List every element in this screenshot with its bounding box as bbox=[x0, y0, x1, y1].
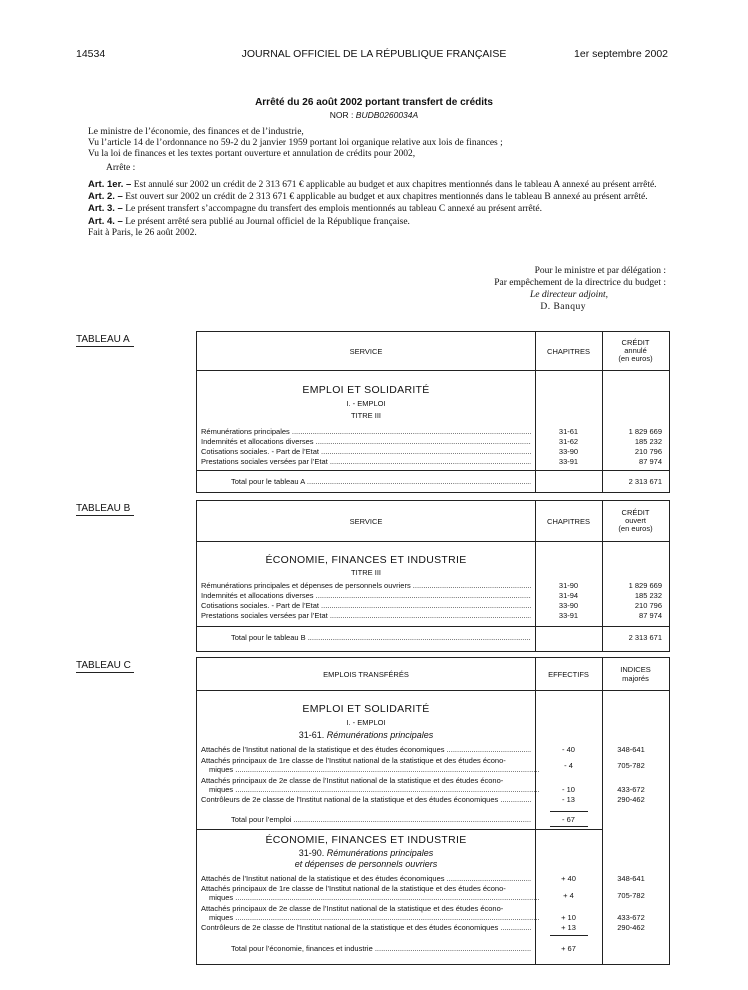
row-value: 210 796 bbox=[634, 447, 662, 456]
total-row bbox=[231, 477, 531, 486]
table-row bbox=[201, 874, 531, 884]
chapter-title-2: et dépenses de personnels ouvriers bbox=[294, 859, 438, 869]
col-credit-line: ouvert bbox=[625, 516, 646, 525]
col-credit-line: (en euros) bbox=[618, 524, 653, 533]
row-effectif: + 13 bbox=[561, 923, 576, 932]
table-row-cont bbox=[201, 785, 539, 795]
article-label: Art. 4. – bbox=[88, 215, 123, 227]
section-title: ÉCONOMIE, FINANCES ET INDUSTRIE bbox=[265, 554, 467, 566]
total-label: Total pour le tableau B ..... bbox=[231, 633, 531, 642]
total-label: Total pour l’économie, finances et industrie ..... bbox=[231, 944, 531, 953]
table-row bbox=[201, 457, 531, 467]
titre-label: TITRE III bbox=[351, 411, 381, 420]
row-indice: 705-782 bbox=[617, 891, 645, 900]
issue-date: 1er septembre 2002 bbox=[574, 48, 668, 60]
tableau-c-label: TABLEAU C bbox=[76, 660, 134, 673]
row-label: Attachés principaux de 1re classe de l’Institut national de la statistique et des études écono- bbox=[201, 756, 506, 765]
subsection-title: I. - EMPLOI bbox=[346, 399, 386, 408]
nor-label: NOR : bbox=[329, 110, 354, 120]
row-value: 1 829 669 bbox=[628, 427, 662, 436]
fait-line: Fait à Paris, le 26 août 2002. bbox=[88, 227, 197, 238]
row-indice: 290-462 bbox=[617, 923, 645, 932]
row-value: 1 829 669 bbox=[628, 581, 662, 590]
row-value: 87 974 bbox=[639, 457, 662, 466]
row-chapitre: 33-91 bbox=[558, 611, 579, 620]
article-text: Est annulé sur 2002 un crédit de 2 313 671 € applicable au budget et aux chapitres mentionnés dans le tableau A annexé au présent arrêté. bbox=[133, 180, 657, 190]
row-indice: 705-782 bbox=[617, 761, 645, 770]
arrete-line: Arrête : bbox=[106, 162, 136, 173]
subsection-title: I. - EMPLOI bbox=[346, 718, 386, 727]
row-value: 210 796 bbox=[634, 601, 662, 610]
row-chapitre: 31-62 bbox=[558, 437, 579, 446]
article-2 bbox=[88, 191, 668, 203]
table-row-cont bbox=[201, 913, 539, 923]
row-effectif: + 40 bbox=[561, 874, 576, 883]
col-chapitres: CHAPITRES bbox=[547, 347, 590, 356]
total-label: Total pour l’emploi ..... bbox=[231, 815, 531, 824]
signature-block bbox=[494, 265, 666, 313]
row-label: Cotisations sociales. - Part de l’Etat ..... bbox=[201, 447, 531, 456]
row-chapitre: 33-91 bbox=[558, 457, 579, 466]
row-effectif: - 4 bbox=[564, 761, 573, 770]
row-label: Attachés de l’Institut national de la statistique et des études économiques ..... bbox=[201, 874, 531, 883]
col-credit bbox=[602, 339, 669, 363]
row-effectif: - 13 bbox=[562, 795, 575, 804]
row-chapitre: 33-90 bbox=[558, 601, 579, 610]
col-credit-line: CRÉDIT bbox=[621, 508, 650, 517]
section-title: ÉCONOMIE, FINANCES ET INDUSTRIE bbox=[265, 834, 467, 846]
total-row bbox=[231, 815, 531, 824]
chapter-heading bbox=[197, 730, 535, 740]
col-emplois: EMPLOIS TRANSFÉRÉS bbox=[323, 670, 409, 679]
tableau-a-label: TABLEAU A bbox=[76, 334, 134, 347]
article-text: Est ouvert sur 2002 un crédit de 2 313 671 € applicable au budget et aux chapitres mentionnés dans le tableau B annexé au présent arrêté. bbox=[125, 192, 648, 203]
signatory-name: D. Banquy bbox=[540, 302, 586, 312]
row-effectif: + 4 bbox=[563, 891, 574, 900]
col-indices-line: majorés bbox=[622, 674, 649, 683]
table-row bbox=[201, 437, 531, 447]
tableau-b bbox=[196, 500, 670, 652]
article-text: Le présent arrêté sera publié au Journal officiel de la République française. bbox=[125, 216, 410, 227]
nor-reference bbox=[0, 110, 748, 120]
row-label-cont: miques ..... bbox=[209, 893, 539, 902]
table-row bbox=[201, 447, 531, 457]
row-label: Attachés principaux de 2e classe de l’Institut national de la statistique et des études écono- bbox=[201, 904, 504, 913]
page-number: 14534 bbox=[76, 48, 106, 60]
row-label-cont: miques ..... bbox=[209, 765, 539, 774]
table-row bbox=[201, 601, 531, 611]
total-value: + 67 bbox=[561, 944, 576, 953]
row-effectif: + 10 bbox=[561, 913, 576, 922]
row-indice: 433-672 bbox=[617, 785, 645, 794]
chapter-number: 31-90. bbox=[298, 848, 325, 858]
table-row bbox=[201, 581, 531, 591]
row-indice: 348-641 bbox=[617, 874, 645, 883]
col-service: SERVICE bbox=[349, 347, 383, 356]
tableau-b-label: TABLEAU B bbox=[76, 503, 134, 516]
col-indices-line: INDICES bbox=[620, 665, 651, 674]
col-credit-line: (en euros) bbox=[618, 354, 653, 363]
article-4 bbox=[88, 216, 668, 228]
section-title: EMPLOI ET SOLIDARITÉ bbox=[302, 703, 430, 715]
row-effectif: - 40 bbox=[562, 745, 575, 754]
signature-line: Par empêchement de la directrice du budget : bbox=[494, 278, 666, 288]
article-1 bbox=[88, 179, 668, 191]
row-label: Rémunérations principales ..... bbox=[201, 427, 531, 436]
row-chapitre: 31-94 bbox=[558, 591, 579, 600]
row-label-cont: miques ..... bbox=[209, 913, 539, 922]
table-row bbox=[201, 923, 531, 933]
article-label: Art. 3. – bbox=[88, 203, 123, 215]
col-chapitres: CHAPITRES bbox=[547, 517, 590, 526]
row-label: Indemnités et allocations diverses ..... bbox=[201, 437, 531, 446]
row-effectif: - 10 bbox=[562, 785, 575, 794]
total-label: Total pour le tableau A ..... bbox=[231, 477, 531, 486]
row-label-cont: miques ..... bbox=[209, 785, 539, 794]
row-chapitre: 31-90 bbox=[558, 581, 579, 590]
table-row bbox=[201, 795, 531, 805]
row-value: 185 232 bbox=[634, 591, 662, 600]
row-label: Attachés principaux de 2e classe de l’Institut national de la statistique et des études écono- bbox=[201, 776, 504, 785]
row-label: Cotisations sociales. - Part de l’Etat ..... bbox=[201, 601, 531, 610]
row-indice: 348-641 bbox=[617, 745, 645, 754]
row-indice: 290-462 bbox=[617, 795, 645, 804]
article-label: Art. 2. – bbox=[88, 191, 123, 203]
row-label: Contrôleurs de 2e classe de l’Institut national de la statistique et des études économiques ..... bbox=[201, 923, 531, 932]
signature-title: Le directeur adjoint, bbox=[529, 290, 608, 300]
article-text: Le présent transfert s’accompagne du transfert des emplois mentionnés au tableau C annexé au présent arrêté. bbox=[125, 204, 543, 215]
row-label: Contrôleurs de 2e classe de l’Institut national de la statistique et des études économiques ..... bbox=[201, 795, 531, 804]
table-row-cont bbox=[201, 765, 539, 775]
journal-title: JOURNAL OFFICIEL DE LA RÉPUBLIQUE FRANÇAISE bbox=[241, 48, 507, 60]
table-row bbox=[201, 427, 531, 437]
total-value: 2 313 671 bbox=[628, 477, 662, 486]
article-label: Art. 1er. – bbox=[88, 179, 132, 190]
row-chapitre: 31-61 bbox=[558, 427, 579, 436]
row-label: Prestations sociales versées par l’Etat ..... bbox=[201, 611, 531, 620]
decree-title: Arrêté du 26 août 2002 portant transfert de crédits bbox=[255, 97, 493, 108]
chapter-heading bbox=[197, 848, 535, 858]
total-row bbox=[231, 633, 531, 642]
nor-code: BUDB0260034A bbox=[355, 110, 419, 120]
signature-line: Pour le ministre et par délégation : bbox=[534, 266, 666, 276]
row-value: 185 232 bbox=[634, 437, 662, 446]
row-label: Indemnités et allocations diverses ..... bbox=[201, 591, 531, 600]
row-value: 87 974 bbox=[639, 611, 662, 620]
row-chapitre: 33-90 bbox=[558, 447, 579, 456]
chapter-number: 31-61. bbox=[298, 730, 325, 740]
preamble-line: Vu la loi de finances et les textes portant ouverture et annulation de crédits pour 2002, bbox=[88, 149, 416, 160]
col-effectifs: EFFECTIFS bbox=[548, 670, 589, 679]
preamble-line: Le ministre de l’économie, des finances et de l’industrie, bbox=[88, 127, 304, 137]
titre-label: TITRE III bbox=[351, 568, 381, 577]
total-value: - 67 bbox=[562, 815, 575, 824]
section-title: EMPLOI ET SOLIDARITÉ bbox=[302, 384, 430, 396]
article-3 bbox=[88, 203, 668, 215]
table-row bbox=[201, 611, 531, 621]
col-credit-line: annulé bbox=[624, 346, 647, 355]
articles bbox=[88, 179, 668, 239]
col-service: SERVICE bbox=[349, 517, 383, 526]
table-row bbox=[201, 591, 531, 601]
row-label: Prestations sociales versées par l’Etat ..... bbox=[201, 457, 531, 466]
tableau-a bbox=[196, 331, 670, 493]
col-indices bbox=[602, 665, 669, 683]
total-row bbox=[231, 944, 531, 953]
col-credit-line: CRÉDIT bbox=[621, 338, 650, 347]
tableau-c bbox=[196, 657, 670, 965]
preamble bbox=[88, 127, 668, 174]
row-label: Rémunérations principales et dépenses de personnels ouvriers ..... bbox=[201, 581, 531, 590]
table-row bbox=[201, 745, 531, 755]
row-label: Attachés de l’Institut national de la statistique et des études économiques ..... bbox=[201, 745, 531, 754]
col-credit bbox=[602, 509, 669, 533]
chapter-title: Rémunérations principales bbox=[326, 730, 434, 740]
row-indice: 433-672 bbox=[617, 913, 645, 922]
table-row-cont bbox=[201, 893, 539, 903]
chapter-title: Rémunérations principales bbox=[326, 848, 434, 858]
row-label: Attachés principaux de 1re classe de l’Institut national de la statistique et des études écono- bbox=[201, 884, 506, 893]
preamble-line: Vu l’article 14 de l’ordonnance no 59-2 du 2 janvier 1959 portant loi organique relative aux lois de finances ; bbox=[88, 138, 503, 149]
total-value: 2 313 671 bbox=[628, 633, 662, 642]
